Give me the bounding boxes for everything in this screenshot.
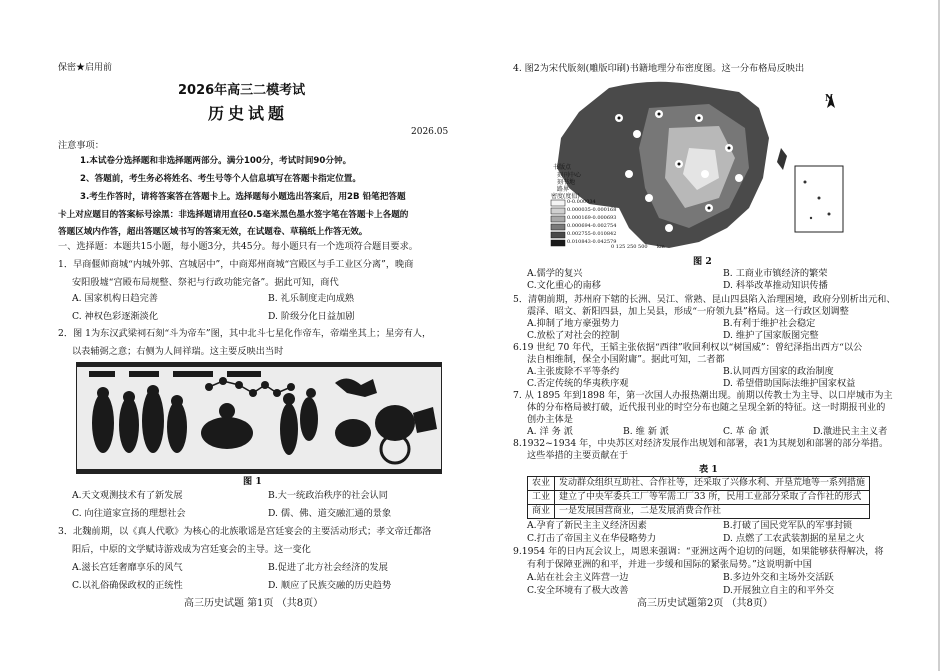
q5-option-a[interactable]: A.抑制了地方豪强势力 [527, 318, 620, 329]
q4-option-b[interactable]: B. 工商业市镇经济的繁荣 [723, 268, 828, 279]
table-cell-value: 建立了中央军委兵工厂等军需工厂33 所，民用工业部分采取了合作社的形式 [555, 491, 870, 505]
q7-option-c[interactable]: C. 革 命 派 [723, 426, 769, 437]
density-range-6: 0.010843-0.042579 [567, 239, 617, 245]
confidential-label: 保密★启用前 [58, 63, 113, 73]
note-1: 1.本试卷分选择题和非选择题两部分。满分100分，考试时间90分钟。 [80, 156, 352, 166]
q1-stem-1: 1．早商偃师商城“内城外郭、宫城居中”，中商郑州商城“宫殿区与手工业区分离”，晚商 [58, 259, 414, 270]
q7-option-d[interactable]: D.激进民主主义者 [813, 426, 888, 437]
q9-option-a[interactable]: A.站在社会主义阵营一边 [527, 572, 629, 583]
q5-option-c[interactable]: C.放松了对社会的控制 [527, 330, 620, 341]
q9-stem-1: 9.1954 年的日内瓦会议上，周恩来强调：“亚洲这两个迫切的问题，如果能够获得解决，将 [513, 546, 884, 557]
table-cell-value: 发动群众组织互助社、合作社等，还采取了兴修水利、开垦荒地等一系列措施 [555, 477, 870, 491]
scale-bar: 0 125 250 500 [611, 244, 648, 250]
q8-option-b[interactable]: B.打破了国民党军队的军事封锁 [723, 520, 853, 531]
q3-stem-2: 阳后，中原的文学赋诗游戏成为宫廷宴会的主导。这一变化 [72, 544, 311, 555]
q4-option-d[interactable]: D. 科举改革推动知识传播 [723, 280, 828, 291]
q8-option-d[interactable]: D. 点燃了工农武装割据的星星之火 [723, 533, 865, 544]
q3-stem-1: 3．北魏前期，以《真人代歌》为核心的北族歌谣是宫廷宴会的主要活动形式；孝文帝迁都洛 [58, 526, 432, 537]
q4-option-a[interactable]: A.儒学的复兴 [527, 268, 583, 279]
note-3-cont-1: 卡上对应题目的答案标号涂黑：非选择题请用直径0.5毫米黑色墨水签字笔在答题卡上各题的 [58, 210, 409, 220]
q6-option-c[interactable]: C.否定传统的华夷秩序观 [527, 378, 629, 389]
table-cell-key: 工业 [528, 491, 555, 505]
scale-unit: km [657, 244, 665, 250]
density-title: 密度(度值) [551, 193, 580, 200]
q5-stem-2: 震泽、昭文、新阳四县，加上吴县，形成“一府领九县”格局。这一行政区划调整 [527, 306, 849, 317]
q9-stem-2: 有利于保障亚洲的和平，并进一步缓和国际的紧张局势。”这说明新中国 [527, 559, 812, 570]
q9-option-b[interactable]: B.多边外交和主场外交活跃 [723, 572, 834, 583]
q6-stem-2: 法自相维制，保全小国附庸”。据此可知，二者都 [527, 354, 725, 365]
q5-stem-1: 5．清朝前期，苏州府下辖的长洲、吴江、常熟、昆山四县陷入治理困境，政府分别析出元和、 [513, 294, 896, 305]
exam-title: 2026年高三二模考试 [178, 83, 306, 98]
density-range-2: 0.000035-0.000168 [567, 207, 617, 213]
subject-title: 历史试题 [208, 104, 289, 123]
q7-option-b[interactable]: B. 维 新 派 [623, 426, 669, 437]
note-3-cont-2: 答题区域内作答，超出答题区域书写的答案无效，在试题卷、草稿纸上作答无效。 [58, 227, 368, 237]
q8-option-c[interactable]: C.打击了帝国主义在华侵略势力 [527, 533, 657, 544]
q7-stem-2: 体的分布格局被打破，近代报刊业的时空分布也随之呈现全新的特征。这一时期报刊业的 [527, 402, 886, 413]
q5-option-b[interactable]: B.有利于维护社会稳定 [723, 318, 816, 329]
table-row [528, 491, 870, 505]
legend-item-site: 刻书地 [557, 179, 576, 186]
q1-option-d[interactable]: D. 阶级分化日益加剧 [268, 311, 355, 322]
section-heading: 一、选择题：本题共15小题，每小题3分，共45分。每小题只有一个选项符合题目要求。 [58, 241, 418, 252]
page-1-footer: 高三历史试题 第1页 （共8页） [184, 598, 324, 609]
page-edge-divider [938, 0, 940, 671]
q6-option-a[interactable]: A.主张废除不平等条约 [527, 366, 620, 377]
right-page [513, 0, 913, 671]
exam-date: 2026.05 [411, 127, 449, 137]
q2-option-c[interactable]: C. 向往道家宣扬的理想社会 [72, 508, 186, 519]
q2-option-a[interactable]: A.天文观测技术有了新发展 [72, 490, 183, 501]
density-range-5: 0.002755-0.010842 [567, 231, 617, 237]
table-row [528, 477, 870, 491]
table-cell-value: 一是发展国营商业，二是发展消费合作社 [555, 505, 870, 519]
q1-stem-2: 安阳殷墟“宫殿布局规整、祭祀与行政功能完备”。据此可知，商代 [72, 277, 339, 288]
page-2-footer: 高三历史试题第2页 （共8页） [637, 598, 773, 609]
table-cell-key: 农业 [528, 477, 555, 491]
q8-stem-2: 这些举措的主要贡献在于 [527, 450, 629, 461]
density-range-4: 0.000694-0.002754 [567, 223, 617, 229]
q3-option-c[interactable]: C.以礼俗确保政权的正统性 [72, 580, 183, 591]
q2-stem-2: 以表辅弼之意；右侧为人间祥瑞。这主要反映出当时 [72, 346, 284, 357]
q2-option-d[interactable]: D. 儒、佛、道交融汇通的景象 [268, 508, 392, 519]
table-row [528, 505, 870, 519]
note-3: 3.考生作答时，请将答案答在答题卡上。选择题每小题选出答案后，用2B 铅笔把答题 [80, 192, 406, 202]
note-2: 2、答题前，考生务必将姓名、考生号等个人信息填写在答题卡指定位置。 [80, 174, 361, 184]
relief-illustration [77, 363, 441, 473]
left-page [58, 0, 449, 671]
figure-2-caption: 图 2 [693, 256, 712, 267]
q8-stem-1: 8.1932~1934 年，中央苏区对经济发展作出规划和部署，表1为其规划和部署的部分举措。 [513, 438, 889, 449]
q1-option-b[interactable]: B. 礼乐制度走向成熟 [268, 293, 355, 304]
figure-2-map [549, 78, 851, 254]
q4-option-c[interactable]: C.文化重心的南移 [527, 280, 601, 291]
legend-item-boundary: 路界 [557, 186, 570, 193]
map-legend-title: 书版点 [553, 164, 572, 171]
q9-option-c[interactable]: C.安全环境有了极大改善 [527, 585, 629, 596]
density-range-1: 0-0.000034 [567, 199, 596, 205]
figure-1-caption: 图 1 [243, 476, 262, 487]
q7-stem-3: 创办主体是 [527, 414, 573, 425]
q6-option-b[interactable]: B.认同西方国家的政治制度 [723, 366, 834, 377]
q1-option-a[interactable]: A. 国家机构日趋完善 [72, 293, 158, 304]
q2-stem-1: 2．图 1为东汉武梁祠石刻“斗为帝车”图，其中北斗七星化作帝车，帝端坐其上；星旁有人， [58, 328, 432, 339]
table-1 [527, 476, 870, 519]
q3-option-d[interactable]: D. 顺应了民族交融的历史趋势 [268, 580, 392, 591]
table-1-title: 表 1 [699, 464, 718, 475]
legend-item-center: 刻刊中心 [557, 172, 582, 179]
north-arrow-label: N [825, 94, 834, 104]
q7-option-a[interactable]: A. 洋 务 派 [527, 426, 573, 437]
q9-option-d[interactable]: D.开展独立自主的和平外交 [723, 585, 835, 596]
q6-stem-1: 6.19 世纪 70 年代，王韬主张依据“西律”收回利权以“树国威”：曾纪泽指出西方“以公 [513, 342, 863, 353]
notice-heading: 注意事项： [58, 140, 104, 151]
q3-option-a[interactable]: A.滋长宫廷奢靡享乐的风气 [72, 562, 183, 573]
q3-option-b[interactable]: B.促进了北方社会经济的发展 [268, 562, 388, 573]
q7-stem-1: 7. 从 1895 年到1898 年，第一次国人办报热潮出现。前期以传教士为主导、以口岸城市为主 [513, 390, 893, 401]
q4-stem: 4. 图2为宋代版刻(雕版印刷)书籍地理分布密度图。这一分布格局反映出 [513, 63, 805, 74]
density-range-3: 0.000169-0.000693 [567, 215, 617, 221]
q8-option-a[interactable]: A.孕育了新民主主义经济因素 [527, 520, 647, 531]
q2-option-b[interactable]: B.大一统政治秩序的社会认同 [268, 490, 388, 501]
q6-option-d[interactable]: D. 希望借助国际法维护国家权益 [723, 378, 856, 389]
table-cell-key: 商业 [528, 505, 555, 519]
q1-option-c[interactable]: C. 神权色彩逐渐淡化 [72, 311, 159, 322]
figure-1-stone-relief [76, 362, 442, 474]
q5-option-d[interactable]: D. 维护了国家版图完整 [723, 330, 819, 341]
